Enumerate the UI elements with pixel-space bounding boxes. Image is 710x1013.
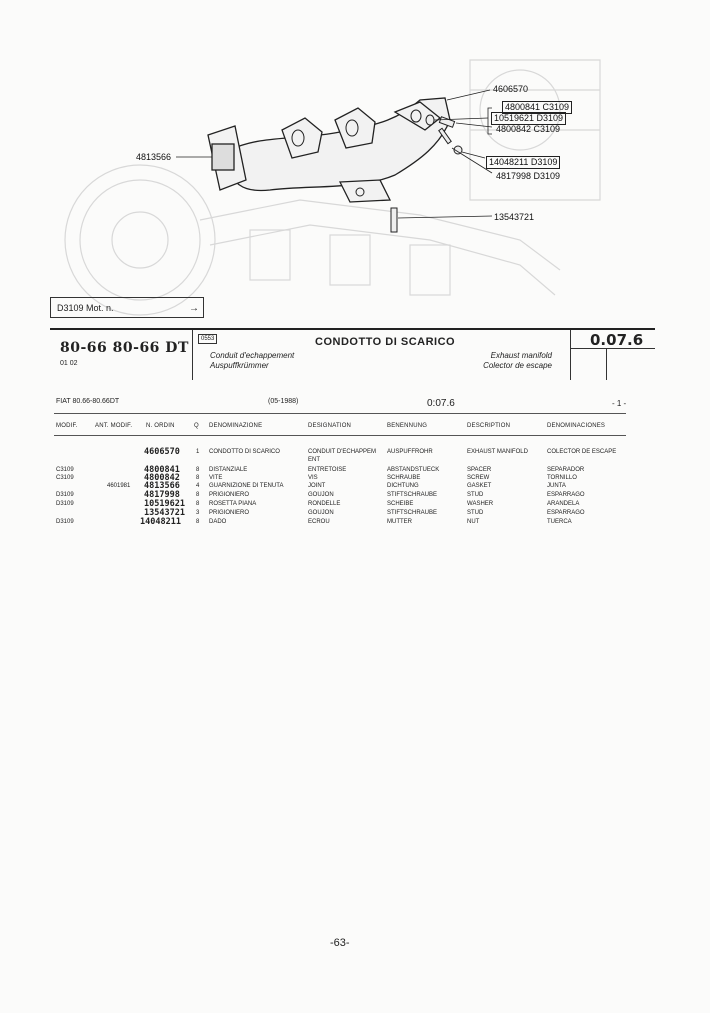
cell-qty: 1	[196, 449, 200, 455]
col-ant-modif: ANT. MODIF.	[95, 423, 133, 429]
cell-de: DICHTUNG	[387, 483, 419, 489]
col-designation: DESIGNATION	[308, 423, 352, 429]
cell-qty: 8	[196, 492, 200, 498]
cell-es: TUERCA	[547, 519, 572, 525]
cell-fr: GOUJON	[308, 510, 334, 516]
cell-fr-cont: ENT	[308, 457, 320, 463]
cell-modif: D3109	[56, 519, 74, 525]
cell-es: ARANDELA	[547, 501, 580, 507]
info-group-number: 0:07.6	[427, 398, 455, 409]
cell-es: ESPARRAGO	[547, 492, 585, 498]
cell-es: ESPARRAGO	[547, 510, 585, 516]
label-13543721: 13543721	[494, 212, 535, 222]
cell-it: DADO	[209, 519, 227, 525]
cell-it: ROSETTA PIANA	[209, 501, 257, 507]
cell-fr: JOINT	[308, 483, 326, 489]
cell-fr: CONDUIT D'ECHAPPEM	[308, 449, 377, 455]
cell-it: GUARNIZIONE DI TENUTA	[209, 483, 284, 489]
cell-qty: 8	[196, 467, 200, 473]
cell-qty: 8	[196, 519, 200, 525]
cell-de: SCHEIBE	[387, 501, 414, 507]
cell-qty: 8	[196, 475, 200, 481]
divider	[606, 348, 607, 380]
cell-de: AUSPUFFROHR	[387, 449, 433, 455]
group-number: 0.07.6	[590, 331, 644, 349]
manifold-illustration	[0, 40, 710, 330]
col-q: Q	[194, 423, 199, 429]
section-code: 0553	[198, 334, 217, 344]
cell-en: EXHAUST MANIFOLD	[467, 449, 528, 455]
label-4606570: 4606570	[493, 84, 529, 94]
cell-part-number: 13543721	[144, 508, 185, 518]
label-4813566: 4813566	[136, 152, 172, 162]
cell-de: ABSTANDSTUECK	[387, 467, 440, 473]
label-4817998: 4817998 D3109	[496, 171, 561, 181]
cell-de: MUTTER	[387, 519, 412, 525]
cell-en: STUD	[467, 510, 484, 516]
label-4800841: 4800841 C3109	[502, 101, 572, 114]
cell-part-number: 10519621	[144, 499, 185, 509]
divider	[570, 330, 571, 380]
col-description: DESCRIPTION	[467, 423, 511, 429]
model-subcode: 01 02	[60, 360, 78, 367]
cell-fr: VIS	[308, 475, 318, 481]
model-title: 80-66 80-66 DT	[60, 340, 189, 356]
cell-ant-modif: 4601981	[107, 483, 131, 489]
arrow-right-icon: →	[189, 303, 199, 314]
cell-it: VITE	[209, 475, 223, 481]
cell-it: PRIGIONIERO	[209, 510, 250, 516]
label-14048211: 14048211 D3109	[486, 156, 560, 169]
cell-en: GASKET	[467, 483, 492, 489]
motor-number-box	[50, 297, 204, 318]
cell-en: WASHER	[467, 501, 494, 507]
title-french: Conduit d'echappement	[210, 351, 295, 360]
cell-it: DISTANZIALE	[209, 467, 248, 473]
exploded-drawing	[0, 40, 710, 330]
cell-fr: ECROU	[308, 519, 330, 525]
cell-qty: 3	[196, 510, 200, 516]
title-german: Auspuffkrümmer	[210, 361, 269, 370]
col-denominaciones: DENOMINACIONES	[547, 423, 606, 429]
cell-de: SCHRAUBE	[387, 475, 421, 481]
cell-de: STIFTSCHRAUBE	[387, 510, 438, 516]
cell-de: STIFTSCHRAUBE	[387, 492, 438, 498]
cell-qty: 4	[196, 483, 200, 489]
cell-modif: D3109	[56, 501, 74, 507]
col-denominazione: DENOMINAZIONE	[209, 423, 263, 429]
sheet-number: - 1 -	[612, 399, 627, 408]
page-title: CONDOTTO DI SCARICO	[315, 336, 456, 348]
cell-part-number: 14048211	[140, 517, 181, 527]
model-line: FIAT 80.66-80.66DT	[56, 398, 120, 405]
page-number: -63-	[330, 937, 350, 949]
divider	[192, 330, 193, 380]
cell-part-number: 4606570	[144, 447, 180, 457]
col-benennung: BENENNUNG	[387, 423, 428, 429]
label-4800842: 4800842 C3109	[496, 124, 561, 134]
cell-modif: C3109	[56, 475, 74, 481]
cell-fr: ENTRETOISE	[308, 467, 347, 473]
cell-es: SEPARADOR	[547, 467, 585, 473]
cell-part-number: 4813566	[144, 481, 180, 491]
cell-es: TORNILLO	[547, 475, 577, 481]
section-header	[50, 328, 655, 382]
cell-en: STUD	[467, 492, 484, 498]
col-modif: MODIF.	[56, 423, 78, 429]
label-10519621: 10519621 D3109	[491, 112, 566, 125]
cell-part-number: 4800841	[144, 465, 180, 475]
cell-es: JUNTA	[547, 483, 566, 489]
cell-it: CONDOTTO DI SCARICO	[209, 449, 280, 455]
cell-en: NUT	[467, 519, 480, 525]
cell-it: PRIGIONIERO	[209, 492, 250, 498]
cell-fr: RONDELLE	[308, 501, 341, 507]
cell-es: COLECTOR DE ESCAPE	[547, 449, 617, 455]
cell-part-number: 4817998	[144, 490, 180, 500]
cell-qty: 8	[196, 501, 200, 507]
edition-date: (05-1988)	[268, 398, 299, 405]
title-english: Exhaust manifold	[490, 351, 552, 360]
rule	[54, 435, 626, 436]
cell-modif: C3109	[56, 467, 74, 473]
cell-en: SPACER	[467, 467, 492, 473]
cell-part-number: 4800842	[144, 473, 180, 483]
rule	[54, 413, 626, 414]
motor-number-label: D3109 Mot. n.	[57, 303, 114, 313]
title-spanish: Colector de escape	[483, 361, 552, 370]
cell-modif: D3109	[56, 492, 74, 498]
col-n-ordin: N. ORDIN	[146, 423, 175, 429]
cell-en: SCREW	[467, 475, 490, 481]
cell-fr: GOUJON	[308, 492, 334, 498]
